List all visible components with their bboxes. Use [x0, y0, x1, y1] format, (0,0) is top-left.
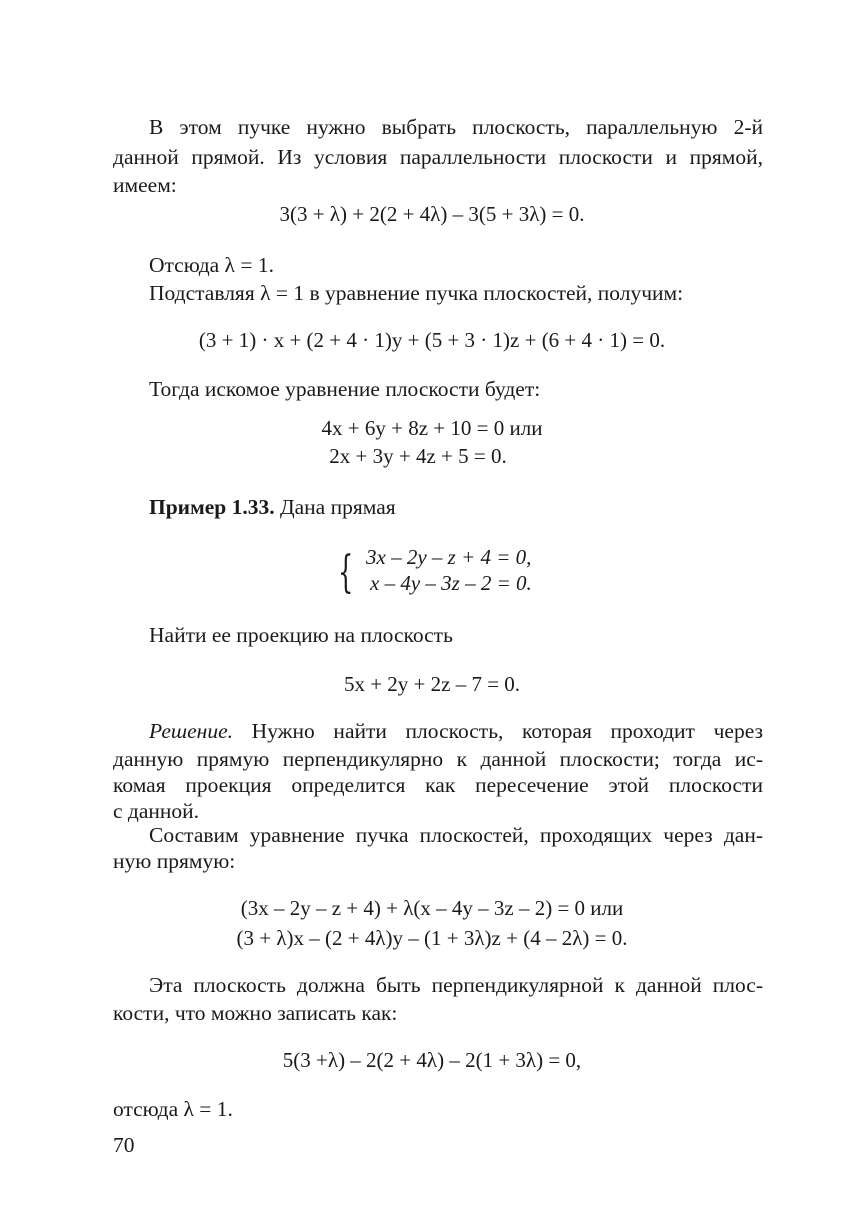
- paragraph-line: отсюда λ = 1.: [113, 1097, 233, 1121]
- paragraph-line: Подставляя λ = 1 в уравнение пучка плоскостей, получим:: [149, 281, 684, 305]
- paragraph-line: Составим уравнение пучка плоскостей, проходящих через дан-: [149, 823, 763, 847]
- example-heading: [149, 492, 396, 522]
- paragraph-line: Отсюда λ = 1.: [149, 253, 274, 277]
- paragraph-line: данной прямой. Из условия параллельности плоскости и прямой,: [113, 145, 763, 169]
- system-brace: {: [338, 547, 354, 598]
- example-text: Дана прямая: [274, 495, 396, 519]
- system-row: 3x – 2y – z + 4 = 0,: [366, 545, 532, 569]
- equation: 3(3 + λ) + 2(2 + 4λ) – 3(5 + 3λ) = 0.: [279, 202, 585, 226]
- example-label: Пример 1.33.: [149, 495, 275, 519]
- paragraph-line: имеем:: [113, 173, 177, 197]
- paragraph-line: кости, что можно записать как:: [113, 1001, 398, 1025]
- paragraph-line: Найти ее проекцию на плоскость: [149, 623, 453, 647]
- equation: (3x – 2y – z + 4) + λ(x – 4y – 3z – 2) = 0 или: [240, 896, 624, 920]
- paragraph-line: ную прямую:: [113, 849, 236, 873]
- paragraph-line: Решение. Нужно найти плоскость, которая проходит через: [149, 719, 763, 743]
- paragraph-line: Эта плоскость должна быть перпендикулярной к данной плос-: [149, 973, 763, 997]
- equation: 5x + 2y + 2z – 7 = 0.: [343, 672, 521, 696]
- equation: 2x + 3y + 4z + 5 = 0.: [329, 444, 507, 468]
- paragraph-line: комая проекция определится как пересечение этой плоскости: [113, 773, 763, 797]
- page-number: 70: [113, 1133, 135, 1157]
- equation-system: [338, 540, 552, 610]
- solution-label: Решение.: [149, 719, 234, 743]
- paragraph-line: с данной.: [113, 799, 200, 823]
- paragraph-line: В этом пучке нужно выбрать плоскость, параллельную 2-й: [149, 115, 763, 139]
- equation: (3 + λ)x – (2 + 4λ)y – (1 + 3λ)z + (4 – 2λ) = 0.: [236, 926, 628, 950]
- paragraph-line: данную прямую перпендикулярно к данной плоскости; тогда ис-: [113, 747, 763, 771]
- system-row: x – 4y – 3z – 2 = 0.: [370, 571, 532, 595]
- equation: (3 + 1) · x + (2 + 4 · 1)y + (5 + 3 · 1)z + (6 + 4 · 1) = 0.: [198, 328, 666, 352]
- equation: 5(3 +λ) – 2(2 + 4λ) – 2(1 + 3λ) = 0,: [282, 1048, 582, 1072]
- paragraph-line: Тогда искомое уравнение плоскости будет:: [149, 377, 541, 401]
- equation: 4x + 6y + 8z + 10 = 0 или: [321, 416, 543, 440]
